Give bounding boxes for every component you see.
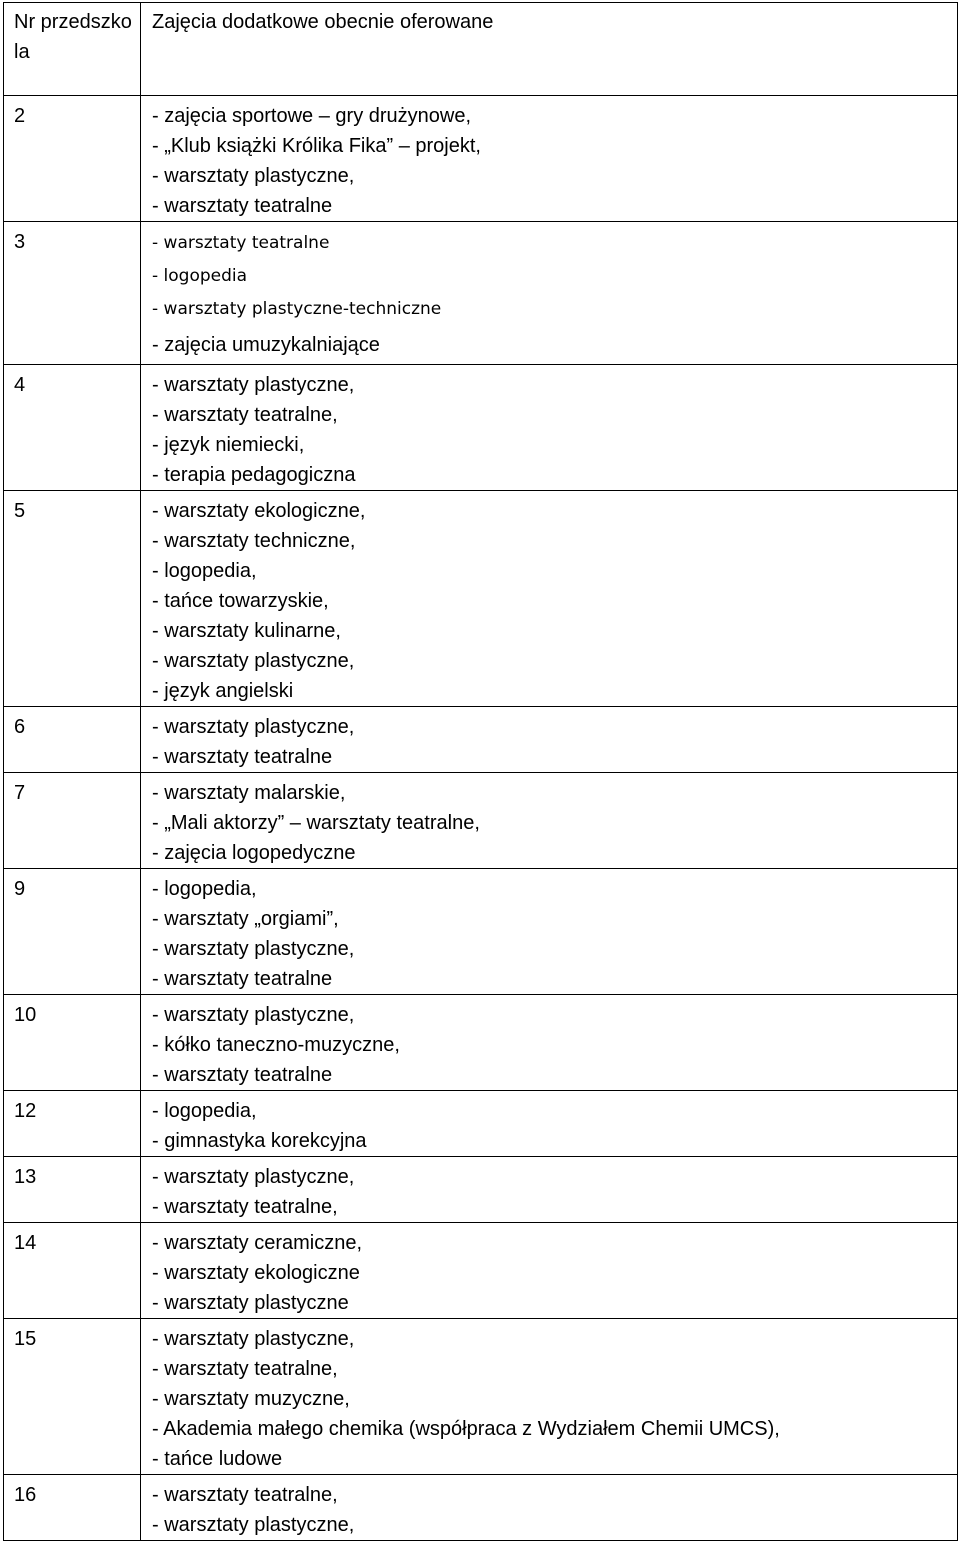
activity-item: - „Mali aktorzy” – warsztaty teatralne,: [152, 812, 480, 834]
activity-item: - tańce towarzyskie,: [152, 590, 329, 612]
activities-table: [3, 2, 958, 1541]
activity-item: - warsztaty plastyczne,: [152, 1004, 355, 1026]
activity-item: - warsztaty malarskie,: [152, 782, 346, 804]
activity-item: - kółko taneczno-muzyczne,: [152, 1034, 400, 1056]
column-header-activities: Zajęcia dodatkowe obecnie oferowane: [141, 3, 958, 96]
activities-list: [141, 1475, 958, 1541]
activity-item: - tańce ludowe: [152, 1448, 283, 1470]
activity-item: - warsztaty teatralne,: [152, 1484, 338, 1506]
activities-list: [141, 365, 958, 491]
activity-item: - język angielski: [152, 680, 294, 702]
activity-item: - zajęcia umuzykalniające: [152, 334, 380, 356]
activity-item: - warsztaty plastyczne: [152, 1292, 349, 1314]
preschool-number: 9: [4, 869, 141, 995]
preschool-number: 13: [4, 1157, 141, 1223]
activities-list: [141, 1091, 958, 1157]
activity-item: - warsztaty techniczne,: [152, 530, 356, 552]
preschool-number: 16: [4, 1475, 141, 1541]
table-row: [4, 869, 958, 995]
activity-item: - język niemiecki,: [152, 434, 305, 456]
activities-list: [141, 491, 958, 707]
table-row: [4, 96, 958, 222]
activity-item: - logopedia: [152, 266, 248, 286]
activity-item: - logopedia,: [152, 560, 257, 582]
activity-item: - warsztaty plastyczne,: [152, 1166, 355, 1188]
activities-list: [141, 869, 958, 995]
table-row: [4, 995, 958, 1091]
activity-item: - warsztaty kulinarne,: [152, 620, 341, 642]
activities-list: [141, 222, 958, 365]
activity-item: - „Klub książki Królika Fika” – projekt,: [152, 135, 481, 157]
table-row: [4, 1091, 958, 1157]
table-row: [4, 491, 958, 707]
table-row: [4, 773, 958, 869]
preschool-number: 10: [4, 995, 141, 1091]
activities-list: [141, 1223, 958, 1319]
table-row: [4, 1475, 958, 1541]
activity-item: - logopedia,: [152, 1100, 257, 1122]
preschool-number: 14: [4, 1223, 141, 1319]
activity-item: - gimnastyka korekcyjna: [152, 1130, 367, 1152]
activity-item: - warsztaty teatralne,: [152, 404, 338, 426]
column-header-nr: Nr przedszkola: [4, 3, 141, 96]
activities-list: [141, 1319, 958, 1475]
activity-item: - warsztaty plastyczne,: [152, 938, 355, 960]
activity-item: - warsztaty plastyczne,: [152, 716, 355, 738]
activity-item: - terapia pedagogiczna: [152, 464, 356, 486]
activities-list: [141, 773, 958, 869]
activity-item: - warsztaty teatralne: [152, 1064, 333, 1086]
table-row: [4, 1223, 958, 1319]
activity-item: - warsztaty ceramiczne,: [152, 1232, 363, 1254]
activity-item: - warsztaty plastyczne,: [152, 165, 355, 187]
preschool-number: 4: [4, 365, 141, 491]
activity-item: - warsztaty plastyczne,: [152, 1328, 355, 1350]
preschool-number: 5: [4, 491, 141, 707]
activity-item: - warsztaty plastyczne,: [152, 374, 355, 396]
preschool-number: 6: [4, 707, 141, 773]
table-row: [4, 222, 958, 365]
preschool-number: 15: [4, 1319, 141, 1475]
activity-item: - warsztaty teatralne: [152, 195, 333, 217]
activity-item: - warsztaty plastyczne,: [152, 1514, 355, 1536]
activities-list: [141, 1157, 958, 1223]
activity-item: - zajęcia logopedyczne: [152, 842, 356, 864]
preschool-number: 2: [4, 96, 141, 222]
activity-item: - warsztaty muzyczne,: [152, 1388, 350, 1410]
table-body: [4, 3, 958, 1541]
preschool-number: 3: [4, 222, 141, 365]
preschool-number: 12: [4, 1091, 141, 1157]
table-row: [4, 365, 958, 491]
activity-item: - warsztaty „orgiami”,: [152, 908, 339, 930]
table-row: [4, 1319, 958, 1475]
table-header-row: [4, 3, 958, 96]
activity-item: - warsztaty teatralne: [152, 233, 330, 253]
activity-item: - warsztaty plastyczne,: [152, 650, 355, 672]
table-row: [4, 707, 958, 773]
activity-item: - warsztaty teatralne: [152, 746, 333, 768]
activity-item: - warsztaty ekologiczne: [152, 1262, 360, 1284]
table-row: [4, 1157, 958, 1223]
activity-item: - warsztaty teatralne,: [152, 1358, 338, 1380]
activity-item: - warsztaty plastyczne-techniczne: [152, 299, 442, 319]
activities-list: [141, 96, 958, 222]
activity-item: - Akademia małego chemika (współpraca z Wydziałem Chemii UMCS),: [152, 1418, 780, 1440]
activity-item: - warsztaty teatralne: [152, 968, 333, 990]
activity-item: - zajęcia sportowe – gry drużynowe,: [152, 105, 472, 127]
activity-item: - logopedia,: [152, 878, 257, 900]
activities-list: [141, 707, 958, 773]
activity-item: - warsztaty teatralne,: [152, 1196, 338, 1218]
activities-list: [141, 995, 958, 1091]
preschool-number: 7: [4, 773, 141, 869]
activity-item: - warsztaty ekologiczne,: [152, 500, 366, 522]
